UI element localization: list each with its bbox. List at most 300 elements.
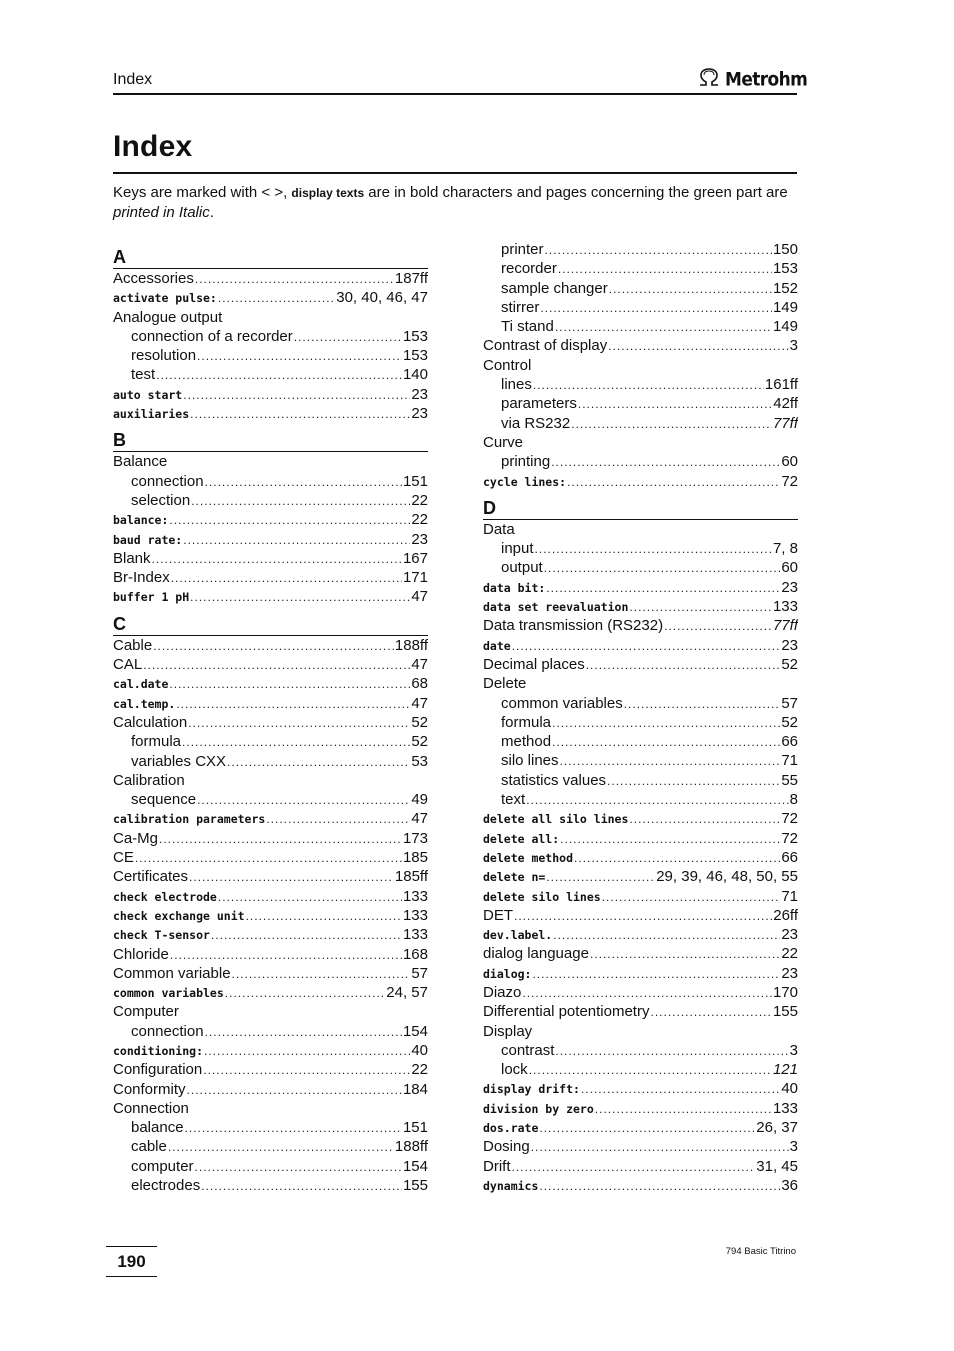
index-pages: 171 [402, 569, 428, 587]
index-pages: 23 [781, 964, 798, 982]
index-entry [113, 1023, 428, 1042]
index-term: CE [113, 849, 134, 867]
index-entry [483, 675, 798, 694]
dot-leader [555, 320, 772, 334]
index-term: display drift: [483, 1082, 580, 1097]
index-pages: 47 [411, 694, 428, 712]
dot-leader [218, 291, 335, 305]
index-entry [113, 965, 428, 984]
dot-leader [294, 330, 402, 344]
index-entry [113, 849, 428, 868]
dot-leader [190, 590, 410, 604]
dot-leader [602, 890, 781, 904]
index-entry [113, 810, 428, 829]
index-pages: 40 [411, 1041, 428, 1059]
index-term: stirrer [501, 298, 540, 316]
index-term: electrodes [131, 1177, 201, 1195]
index-entry [483, 1177, 798, 1196]
index-pages: 52 [781, 655, 798, 673]
dot-leader [232, 967, 411, 981]
index-entry [483, 318, 798, 337]
index-pages: 151 [402, 1119, 428, 1137]
index-entry [113, 946, 428, 965]
index-term: recorder [501, 260, 557, 278]
index-entry [113, 347, 428, 366]
index-entry [483, 810, 798, 829]
index-pages: 22 [781, 945, 798, 963]
index-entry [113, 753, 428, 772]
index-pages: 26, 37 [756, 1119, 798, 1137]
index-pages: 151 [402, 472, 428, 490]
index-pages: 77ff [772, 414, 798, 432]
index-pages: 47 [411, 810, 428, 828]
index-pages: 77ff [772, 617, 798, 635]
index-pages: 155 [402, 1177, 428, 1195]
index-entry [483, 337, 798, 356]
index-term: Certificates [113, 868, 189, 886]
index-pages: 22 [411, 1061, 428, 1079]
index-term: division by zero [483, 1101, 594, 1116]
index-term: parameters [501, 395, 577, 413]
index-entry [113, 309, 428, 328]
index-entry [483, 1003, 798, 1022]
index-term: Data [483, 520, 515, 538]
index-pages: 52 [781, 713, 798, 731]
index-term: Conformity [113, 1080, 186, 1098]
dot-leader [567, 475, 780, 489]
index-entry [113, 1119, 428, 1138]
index-term: text [501, 791, 526, 809]
index-term: check exchange unit [113, 908, 245, 923]
dot-leader [578, 397, 772, 411]
intro-display-texts: display texts [291, 186, 365, 200]
index-term: Ca-Mg [113, 829, 159, 847]
index-pages: 23 [781, 636, 798, 654]
index-term: computer [131, 1157, 194, 1175]
index-term: contrast [501, 1041, 555, 1059]
index-letter-heading: A [113, 241, 428, 269]
index-pages: 53 [411, 752, 428, 770]
index-term: balance: [113, 513, 169, 528]
index-entry [113, 1061, 428, 1080]
index-entry [483, 1138, 798, 1157]
dot-leader [183, 388, 410, 402]
dot-leader [225, 986, 386, 1000]
index-pages: 72 [781, 810, 798, 828]
index-term: cable [131, 1138, 167, 1156]
index-pages: 133 [772, 1099, 798, 1117]
dot-leader [581, 1082, 780, 1096]
dot-leader [586, 658, 781, 672]
page-number: 190 [106, 1246, 157, 1277]
index-entry [483, 637, 798, 656]
index-pages: 184 [402, 1080, 428, 1098]
index-term: sequence [131, 791, 197, 809]
index-entry [113, 1138, 428, 1157]
index-term: formula [501, 713, 552, 731]
index-term: formula [131, 733, 182, 751]
dot-leader [558, 262, 772, 276]
index-entry [113, 289, 428, 308]
index-entry [113, 453, 428, 472]
index-pages: 3 [789, 1041, 798, 1059]
index-pages: 161ff [764, 376, 798, 394]
index-entry [113, 1177, 428, 1196]
intro-text-3: . [209, 204, 214, 221]
dot-leader [156, 368, 402, 382]
index-pages: 133 [402, 926, 428, 944]
index-term: dialog: [483, 966, 532, 981]
index-pages: 60 [781, 559, 798, 577]
index-term: selection [131, 491, 191, 509]
dot-leader [514, 909, 772, 923]
dot-leader [546, 870, 655, 884]
index-term: Data transmission (RS232) [483, 617, 664, 635]
dot-leader [560, 754, 781, 768]
index-pages: 3 [789, 337, 798, 355]
dot-leader [553, 928, 780, 942]
index-pages: 60 [781, 453, 798, 471]
index-entry [483, 1061, 798, 1080]
index-term: input [501, 540, 534, 558]
dot-leader [266, 812, 410, 826]
index-entry [483, 830, 798, 849]
index-entry [113, 830, 428, 849]
dot-leader [191, 494, 410, 508]
index-entry [113, 772, 428, 791]
index-pages: 22 [411, 511, 428, 529]
dot-leader [545, 243, 772, 257]
index-term: calibration parameters [113, 812, 266, 827]
index-entry [483, 965, 798, 984]
dot-leader [159, 832, 402, 846]
index-pages: 188ff [394, 1138, 428, 1156]
index-term: delete n= [483, 870, 546, 885]
index-entry [483, 1158, 798, 1177]
index-entry [113, 270, 428, 289]
index-term: Blank [113, 549, 151, 567]
index-term: Display [483, 1022, 533, 1040]
index-term: data set reevaluation [483, 600, 629, 615]
index-entry [483, 395, 798, 414]
index-pages: 149 [772, 318, 798, 336]
index-term: cycle lines: [483, 474, 567, 489]
index-entry [483, 907, 798, 926]
index-term: printing [501, 453, 551, 471]
index-entry [113, 405, 428, 424]
index-entry [483, 1100, 798, 1119]
index-pages: 152 [772, 279, 798, 297]
page-title: Index [113, 130, 193, 163]
dot-leader [189, 870, 394, 884]
index-pages: 24, 57 [386, 984, 428, 1002]
index-entry [113, 366, 428, 385]
dot-leader [218, 890, 402, 904]
index-entry [483, 434, 798, 453]
dot-leader [227, 755, 410, 769]
index-pages: 23 [411, 385, 428, 403]
index-entry [483, 656, 798, 675]
index-entry [113, 733, 428, 752]
index-pages: 30, 40, 46, 47 [336, 289, 428, 307]
dot-leader [571, 417, 772, 431]
index-term: Control [483, 356, 532, 374]
dot-leader [552, 716, 780, 730]
index-pages: 188ff [394, 636, 428, 654]
index-term: auxiliaries [113, 407, 190, 422]
index-entry [113, 1081, 428, 1100]
dot-leader [152, 552, 402, 566]
index-entry [483, 260, 798, 279]
index-pages: 133 [402, 906, 428, 924]
dot-leader [535, 542, 772, 556]
dot-leader [629, 600, 772, 614]
index-entry [483, 752, 798, 771]
index-term: balance [131, 1119, 184, 1137]
index-entry [113, 984, 428, 1003]
index-pages: 40 [781, 1080, 798, 1098]
index-term: dos.rate [483, 1121, 539, 1136]
index-pages: 140 [402, 366, 428, 384]
index-pages: 170 [772, 983, 798, 1001]
index-pages: 150 [772, 241, 798, 258]
dot-leader [532, 967, 780, 981]
index-term: connection [131, 472, 204, 490]
dot-leader [187, 1083, 402, 1097]
index-pages: 26ff [773, 906, 798, 924]
index-pages: 72 [781, 472, 798, 490]
intro-paragraph [113, 183, 797, 223]
index-entry [483, 280, 798, 299]
dot-leader [190, 407, 410, 421]
index-entry [483, 926, 798, 945]
index-term: Configuration [113, 1061, 203, 1079]
index-entry [483, 579, 798, 598]
index-entry [483, 1042, 798, 1061]
index-term: dynamics [483, 1178, 539, 1193]
dot-leader [211, 928, 402, 942]
index-term: Dosing [483, 1138, 530, 1156]
index-pages: 23 [411, 405, 428, 423]
dot-leader [204, 1044, 410, 1058]
index-entry [113, 791, 428, 810]
dot-leader [169, 677, 410, 691]
dot-leader [650, 1005, 771, 1019]
index-entry [113, 550, 428, 569]
index-term: Accessories [113, 270, 194, 287]
index-entry [113, 569, 428, 588]
index-term: data bit: [483, 580, 546, 595]
index-term: test [131, 366, 156, 384]
index-term: Chloride [113, 945, 169, 963]
index-entry [483, 598, 798, 617]
dot-leader [540, 301, 772, 315]
index-entry [483, 299, 798, 318]
index-pages: 153 [402, 327, 428, 345]
dot-leader [664, 619, 772, 633]
index-entry [483, 1119, 798, 1138]
index-entry [483, 559, 798, 578]
index-entry [483, 849, 798, 868]
index-term: auto start [113, 387, 183, 402]
dot-leader [624, 697, 781, 711]
index-pages: 23 [781, 926, 798, 944]
index-term: printer [501, 241, 544, 258]
dot-leader [522, 986, 772, 1000]
index-entry [113, 926, 428, 945]
index-entry [113, 1100, 428, 1119]
header-rule [113, 93, 797, 95]
index-term: Analogue output [113, 308, 223, 326]
index-term: statistics values [501, 771, 607, 789]
index-pages: 154 [402, 1157, 428, 1175]
index-term: connection [131, 1022, 204, 1040]
index-term: Contrast of display [483, 337, 608, 355]
index-pages: 52 [411, 733, 428, 751]
index-entry [483, 772, 798, 791]
index-pages: 22 [411, 491, 428, 509]
index-pages: 8 [789, 791, 798, 809]
index-entry [113, 328, 428, 347]
dot-leader [560, 832, 780, 846]
index-term: output [501, 559, 543, 577]
index-pages: 149 [772, 298, 798, 316]
index-entry [113, 888, 428, 907]
index-entry [113, 695, 428, 714]
dot-leader [171, 571, 402, 585]
index-term: common variables [501, 694, 623, 712]
dot-leader [203, 1063, 410, 1077]
index-term: common variables [113, 986, 224, 1001]
index-term: connection of a recorder [131, 327, 293, 345]
index-pages: 57 [781, 694, 798, 712]
index-pages: 168 [402, 945, 428, 963]
dot-leader [531, 1140, 789, 1154]
index-pages: 55 [781, 771, 798, 789]
index-pages: 66 [781, 733, 798, 751]
index-term: method [501, 733, 552, 751]
index-column-left [113, 241, 428, 1196]
dot-leader [590, 947, 780, 961]
index-entry [483, 453, 798, 472]
index-entry [483, 984, 798, 1003]
dot-leader [169, 513, 410, 527]
dot-leader [546, 581, 780, 595]
index-pages: 66 [781, 848, 798, 866]
index-pages: 3 [789, 1138, 798, 1156]
index-entry [113, 588, 428, 607]
index-pages: 187ff [394, 270, 428, 287]
index-term: dialog language [483, 945, 589, 963]
index-pages: 71 [781, 887, 798, 905]
index-pages: 36 [781, 1176, 798, 1194]
index-entry [483, 376, 798, 395]
index-term: check T-sensor [113, 928, 210, 943]
index-term: Computer [113, 1003, 179, 1021]
dot-leader [201, 1179, 402, 1193]
index-entry [483, 868, 798, 887]
dot-leader [595, 1102, 772, 1116]
dot-leader [205, 475, 402, 489]
index-pages: 72 [781, 829, 798, 847]
dot-leader [135, 851, 402, 865]
index-term: delete all: [483, 831, 560, 846]
index-term: Calculation [113, 713, 188, 731]
index-term: delete all silo lines [483, 812, 629, 827]
dot-leader [183, 533, 410, 547]
dot-leader [176, 697, 410, 711]
dot-leader [552, 735, 780, 749]
index-pages: 71 [781, 752, 798, 770]
index-entry [483, 617, 798, 636]
index-term: sample changer [501, 279, 608, 297]
index-term: CAL [113, 656, 143, 674]
index-pages: 47 [411, 588, 428, 606]
index-term: Connection [113, 1099, 189, 1117]
index-term: Drift [483, 1157, 511, 1175]
index-term: resolution [131, 347, 197, 365]
index-term: via RS232 [501, 414, 571, 432]
index-entry [483, 695, 798, 714]
index-term: Cable [113, 636, 153, 654]
dot-leader [574, 851, 780, 865]
index-entry [483, 473, 798, 492]
dot-leader [607, 774, 780, 788]
dot-leader [197, 349, 402, 363]
dot-leader [555, 1044, 788, 1058]
index-term: Ti stand [501, 318, 554, 336]
index-column-right [483, 241, 798, 1196]
index-entry [113, 868, 428, 887]
index-pages: 121 [772, 1061, 798, 1079]
index-term: dev.label. [483, 928, 553, 943]
index-pages: 185 [402, 849, 428, 867]
index-pages: 52 [411, 713, 428, 731]
index-pages: 57 [411, 964, 428, 982]
index-term: Diazo [483, 983, 522, 1001]
index-entry [483, 945, 798, 964]
dot-leader [168, 1140, 394, 1154]
dot-leader [153, 639, 394, 653]
index-entry [113, 492, 428, 511]
dot-leader [526, 793, 788, 807]
index-entry [113, 907, 428, 926]
index-pages: 23 [781, 578, 798, 596]
brand-logo [697, 67, 807, 92]
index-entry [483, 521, 798, 540]
dot-leader [143, 658, 410, 672]
brand-name: Metrohm [725, 68, 808, 91]
index-entry [483, 888, 798, 907]
index-term: activate pulse: [113, 291, 217, 306]
index-entry [113, 656, 428, 675]
index-entry [113, 531, 428, 550]
index-entry [113, 637, 428, 656]
dot-leader [205, 1025, 402, 1039]
index-entry [483, 733, 798, 752]
dot-leader [544, 561, 781, 575]
index-entry [113, 1003, 428, 1022]
index-pages: 153 [772, 260, 798, 278]
index-pages: 173 [402, 829, 428, 847]
dot-leader [551, 455, 780, 469]
index-pages: 29, 39, 46, 48, 50, 55 [656, 868, 798, 886]
index-entry [113, 473, 428, 492]
index-term: Decimal places [483, 655, 585, 673]
dot-leader [609, 282, 772, 296]
index-term: Common variable [113, 964, 231, 982]
index-entry [483, 714, 798, 733]
